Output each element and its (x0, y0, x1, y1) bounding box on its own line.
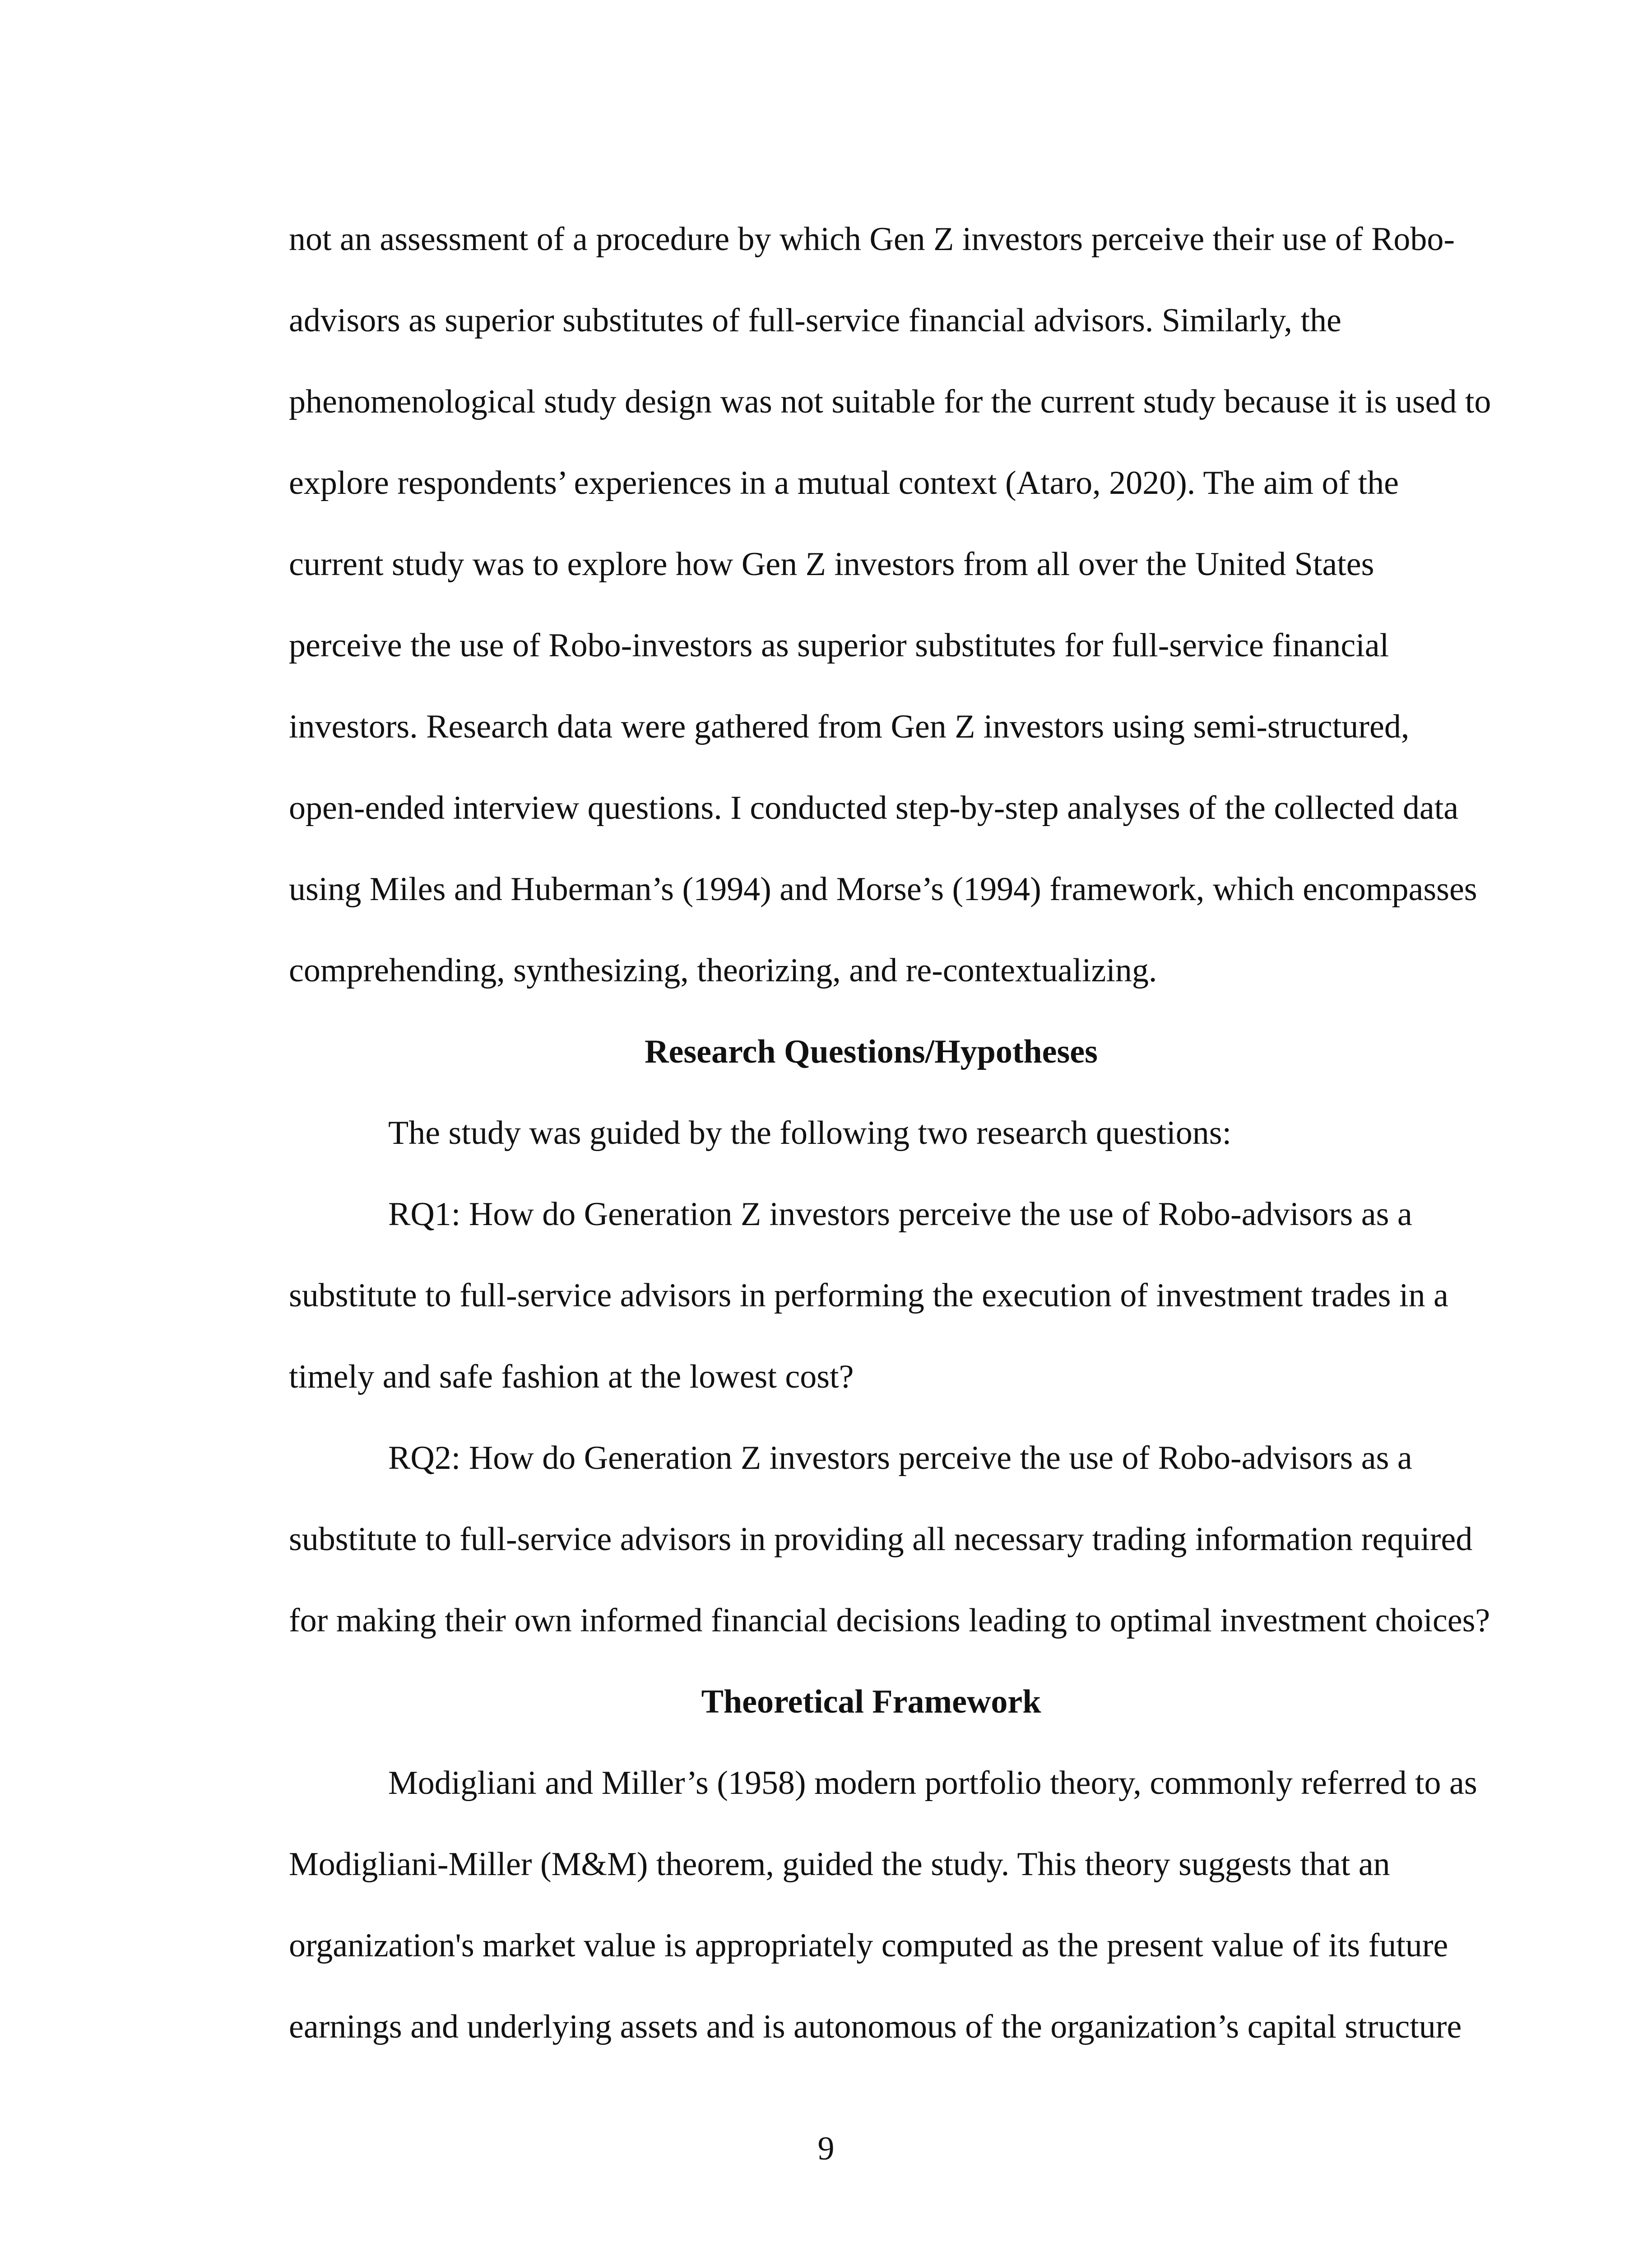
text-line: phenomenological study design was not suitable for the current study because it is used to (289, 383, 1491, 420)
text-line: earnings and underlying assets and is autonomous of the organization’s capital structure (289, 2008, 1462, 2045)
text-line: for making their own informed financial decisions leading to optimal investment choices? (289, 1602, 1490, 1639)
page-body (289, 199, 1491, 2067)
text-line: timely and safe fashion at the lowest cost? (289, 1358, 854, 1395)
section-heading-theoretical-framework: Theoretical Framework (701, 1683, 1041, 1720)
text-line: investors. Research data were gathered from Gen Z investors using semi-structured, (289, 708, 1410, 745)
text-line: substitute to full-service advisors in performing the execution of investment trades in a (289, 1277, 1448, 1314)
text-line: RQ2: How do Generation Z investors perceive the use of Robo-advisors as a (388, 1440, 1412, 1477)
text-line: advisors as superior substitutes of full-service financial advisors. Similarly, the (289, 302, 1341, 339)
text-line: open-ended interview questions. I conducted step-by-step analyses of the collected data (289, 789, 1459, 827)
text-line: perceive the use of Robo-investors as superior substitutes for full-service financial (289, 627, 1389, 664)
page-number: 9 (817, 2130, 835, 2167)
text-line: current study was to explore how Gen Z investors from all over the United States (289, 546, 1374, 583)
text-line: substitute to full-service advisors in providing all necessary trading information required (289, 1521, 1473, 1558)
text-line: not an assessment of a procedure by which Gen Z investors perceive their use of Robo- (289, 221, 1455, 258)
paragraph-rq1 (289, 1174, 1453, 1417)
text-line: explore respondents’ experiences in a mutual context (Ataro, 2020). The aim of the (289, 464, 1399, 502)
section-heading-research-questions: Research Questions/Hypotheses (645, 1033, 1098, 1070)
text-line: Modigliani and Miller’s (1958) modern portfolio theory, commonly referred to as (388, 1765, 1477, 1802)
text-line: using Miles and Huberman’s (1994) and Morse’s (1994) framework, which encompasses (289, 871, 1477, 908)
paragraph-research-intro (289, 1092, 1453, 1174)
paragraph-rq2 (289, 1417, 1490, 1661)
text-line: RQ1: How do Generation Z investors perceive the use of Robo-advisors as a (388, 1196, 1412, 1233)
text-line: The study was guided by the following two research questions: (388, 1115, 1232, 1152)
paragraph-theoretical-framework (289, 1742, 1477, 2067)
text-line: comprehending, synthesizing, theorizing, and re-contextualizing. (289, 952, 1157, 989)
text-line: organization's market value is appropriately computed as the present value of its future (289, 1927, 1448, 1964)
paragraph-methodology (289, 199, 1491, 1011)
text-line: Modigliani-Miller (M&M) theorem, guided the study. This theory suggests that an (289, 1846, 1390, 1883)
